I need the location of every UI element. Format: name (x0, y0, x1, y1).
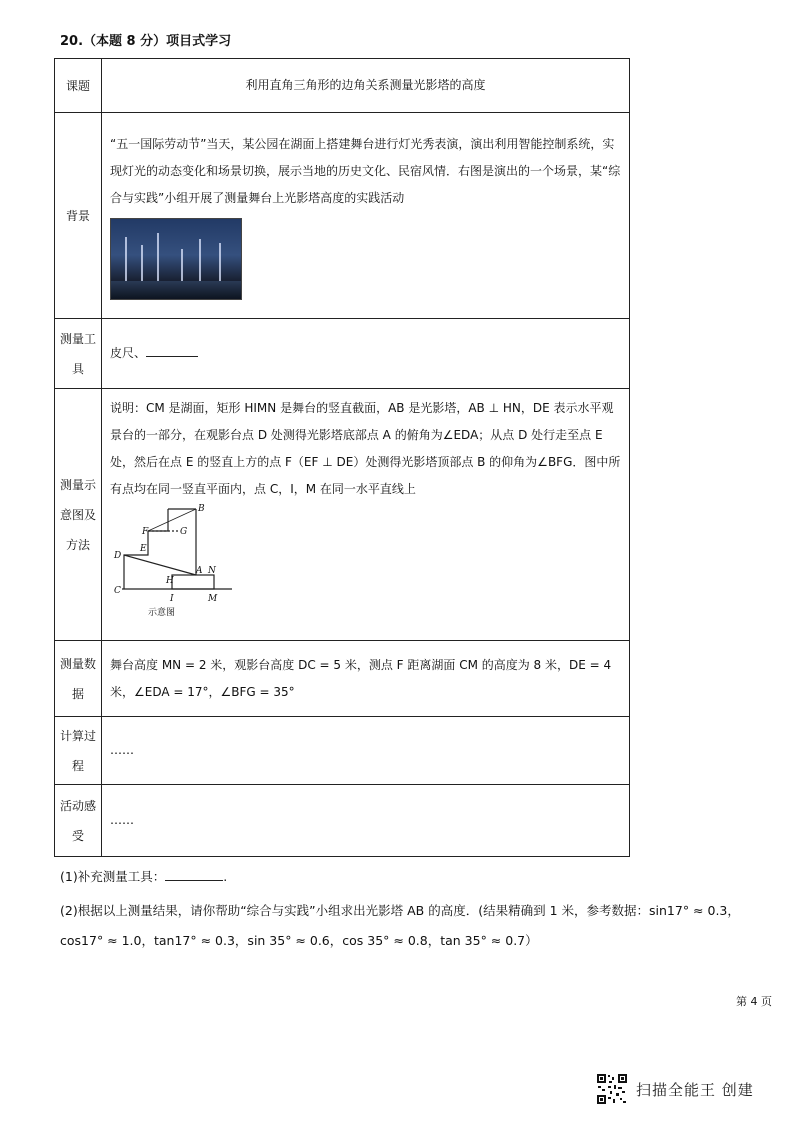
label-I: I (170, 594, 174, 604)
diagram-caption: 示意图 (148, 608, 176, 618)
row-feel (55, 785, 630, 857)
label-B: B (198, 504, 205, 514)
row-tools (55, 319, 630, 389)
row-calc (55, 717, 630, 785)
lightshow-photo (110, 218, 242, 300)
tools-text: 皮尺、 (110, 346, 147, 360)
background-text: “五一国际劳动节”当天，某公园在湖面上搭建舞台进行灯光秀表演，演出利用智能控制系统，实现灯光的动态变化和场景切换，展示当地的历史文化、民宿风情．右图是演出的一个场景，某“综合与实践”小组开展了测量舞台上光影塔高度的实践活动 (110, 137, 621, 205)
calc-text: …… (102, 717, 630, 785)
scanner-watermark (596, 1072, 754, 1106)
q1-blank (165, 866, 223, 881)
qr-code-icon (596, 1073, 628, 1105)
q1-period: . (223, 869, 228, 884)
method-label: 测量示意图及方法 (55, 389, 102, 641)
label-A: A (196, 566, 203, 576)
row-data (55, 641, 630, 717)
feel-text: …… (102, 785, 630, 857)
label-H: H (166, 576, 174, 586)
project-table (54, 58, 630, 857)
topic-label: 课题 (55, 59, 102, 113)
measurement-diagram (110, 503, 250, 621)
label-N: N (208, 566, 216, 576)
calc-label: 计算过程 (55, 717, 102, 785)
feel-label: 活动感受 (55, 785, 102, 857)
q1-text: (1)补充测量工具： (60, 869, 166, 884)
question-title: 20.（本题 8 分）项目式学习 (60, 34, 232, 49)
question-1 (60, 866, 227, 885)
page-number: 第 4 页 (736, 995, 772, 1008)
row-topic (55, 59, 630, 113)
label-G: G (180, 527, 188, 537)
tools-label: 测量工具 (55, 319, 102, 389)
row-method (55, 389, 630, 641)
topic-text: 利用直角三角形的边角关系测量光影塔的高度 (102, 59, 630, 113)
label-C: C (114, 586, 121, 596)
label-D: D (114, 551, 122, 561)
background-label: 背景 (55, 113, 102, 319)
data-label: 测量数据 (55, 641, 102, 717)
data-text: 舞台高度 MN = 2 米，观影台高度 DC = 5 米，测点 F 距离湖面 CM 的高度为 8 米，DE = 4 米，∠EDA = 17°，∠BFG = 35° (102, 641, 630, 717)
row-background (55, 113, 630, 319)
label-M: M (208, 594, 218, 604)
method-text: 说明：CM 是湖面，矩形 HIMN 是舞台的竖直截面，AB 是光影塔，AB ⊥ HN，DE 表示水平观景台的一部分，在观影台点 D 处测得光影塔底部点 A 的俯角为∠EDA；从点 D 处行走至点 E 处，然后在点 E 的竖直上方的点 F（EF ⊥ DE）处测得光影塔顶部点 B 的仰角为∠BFG．图中所有点均在同一竖直平面内，点 C，I，M 在同一水平直线上 (110, 401, 621, 496)
scanner-text: 扫描全能王 创建 (636, 1080, 754, 1099)
question-2: (2)根据以上测量结果，请你帮助“综合与实践”小组求出光影塔 AB 的高度．(结果精确到 1 米，参考数据：sin17° ≈ 0.3，cos17° ≈ 1.0，tan17° ≈ 0.3，sin 35° ≈ 0.6，cos 35° ≈ 0.8，tan 35° ≈ 0.7） (60, 903, 740, 948)
tools-blank (146, 342, 198, 357)
label-E: E (140, 544, 147, 554)
label-F: F (142, 527, 149, 537)
